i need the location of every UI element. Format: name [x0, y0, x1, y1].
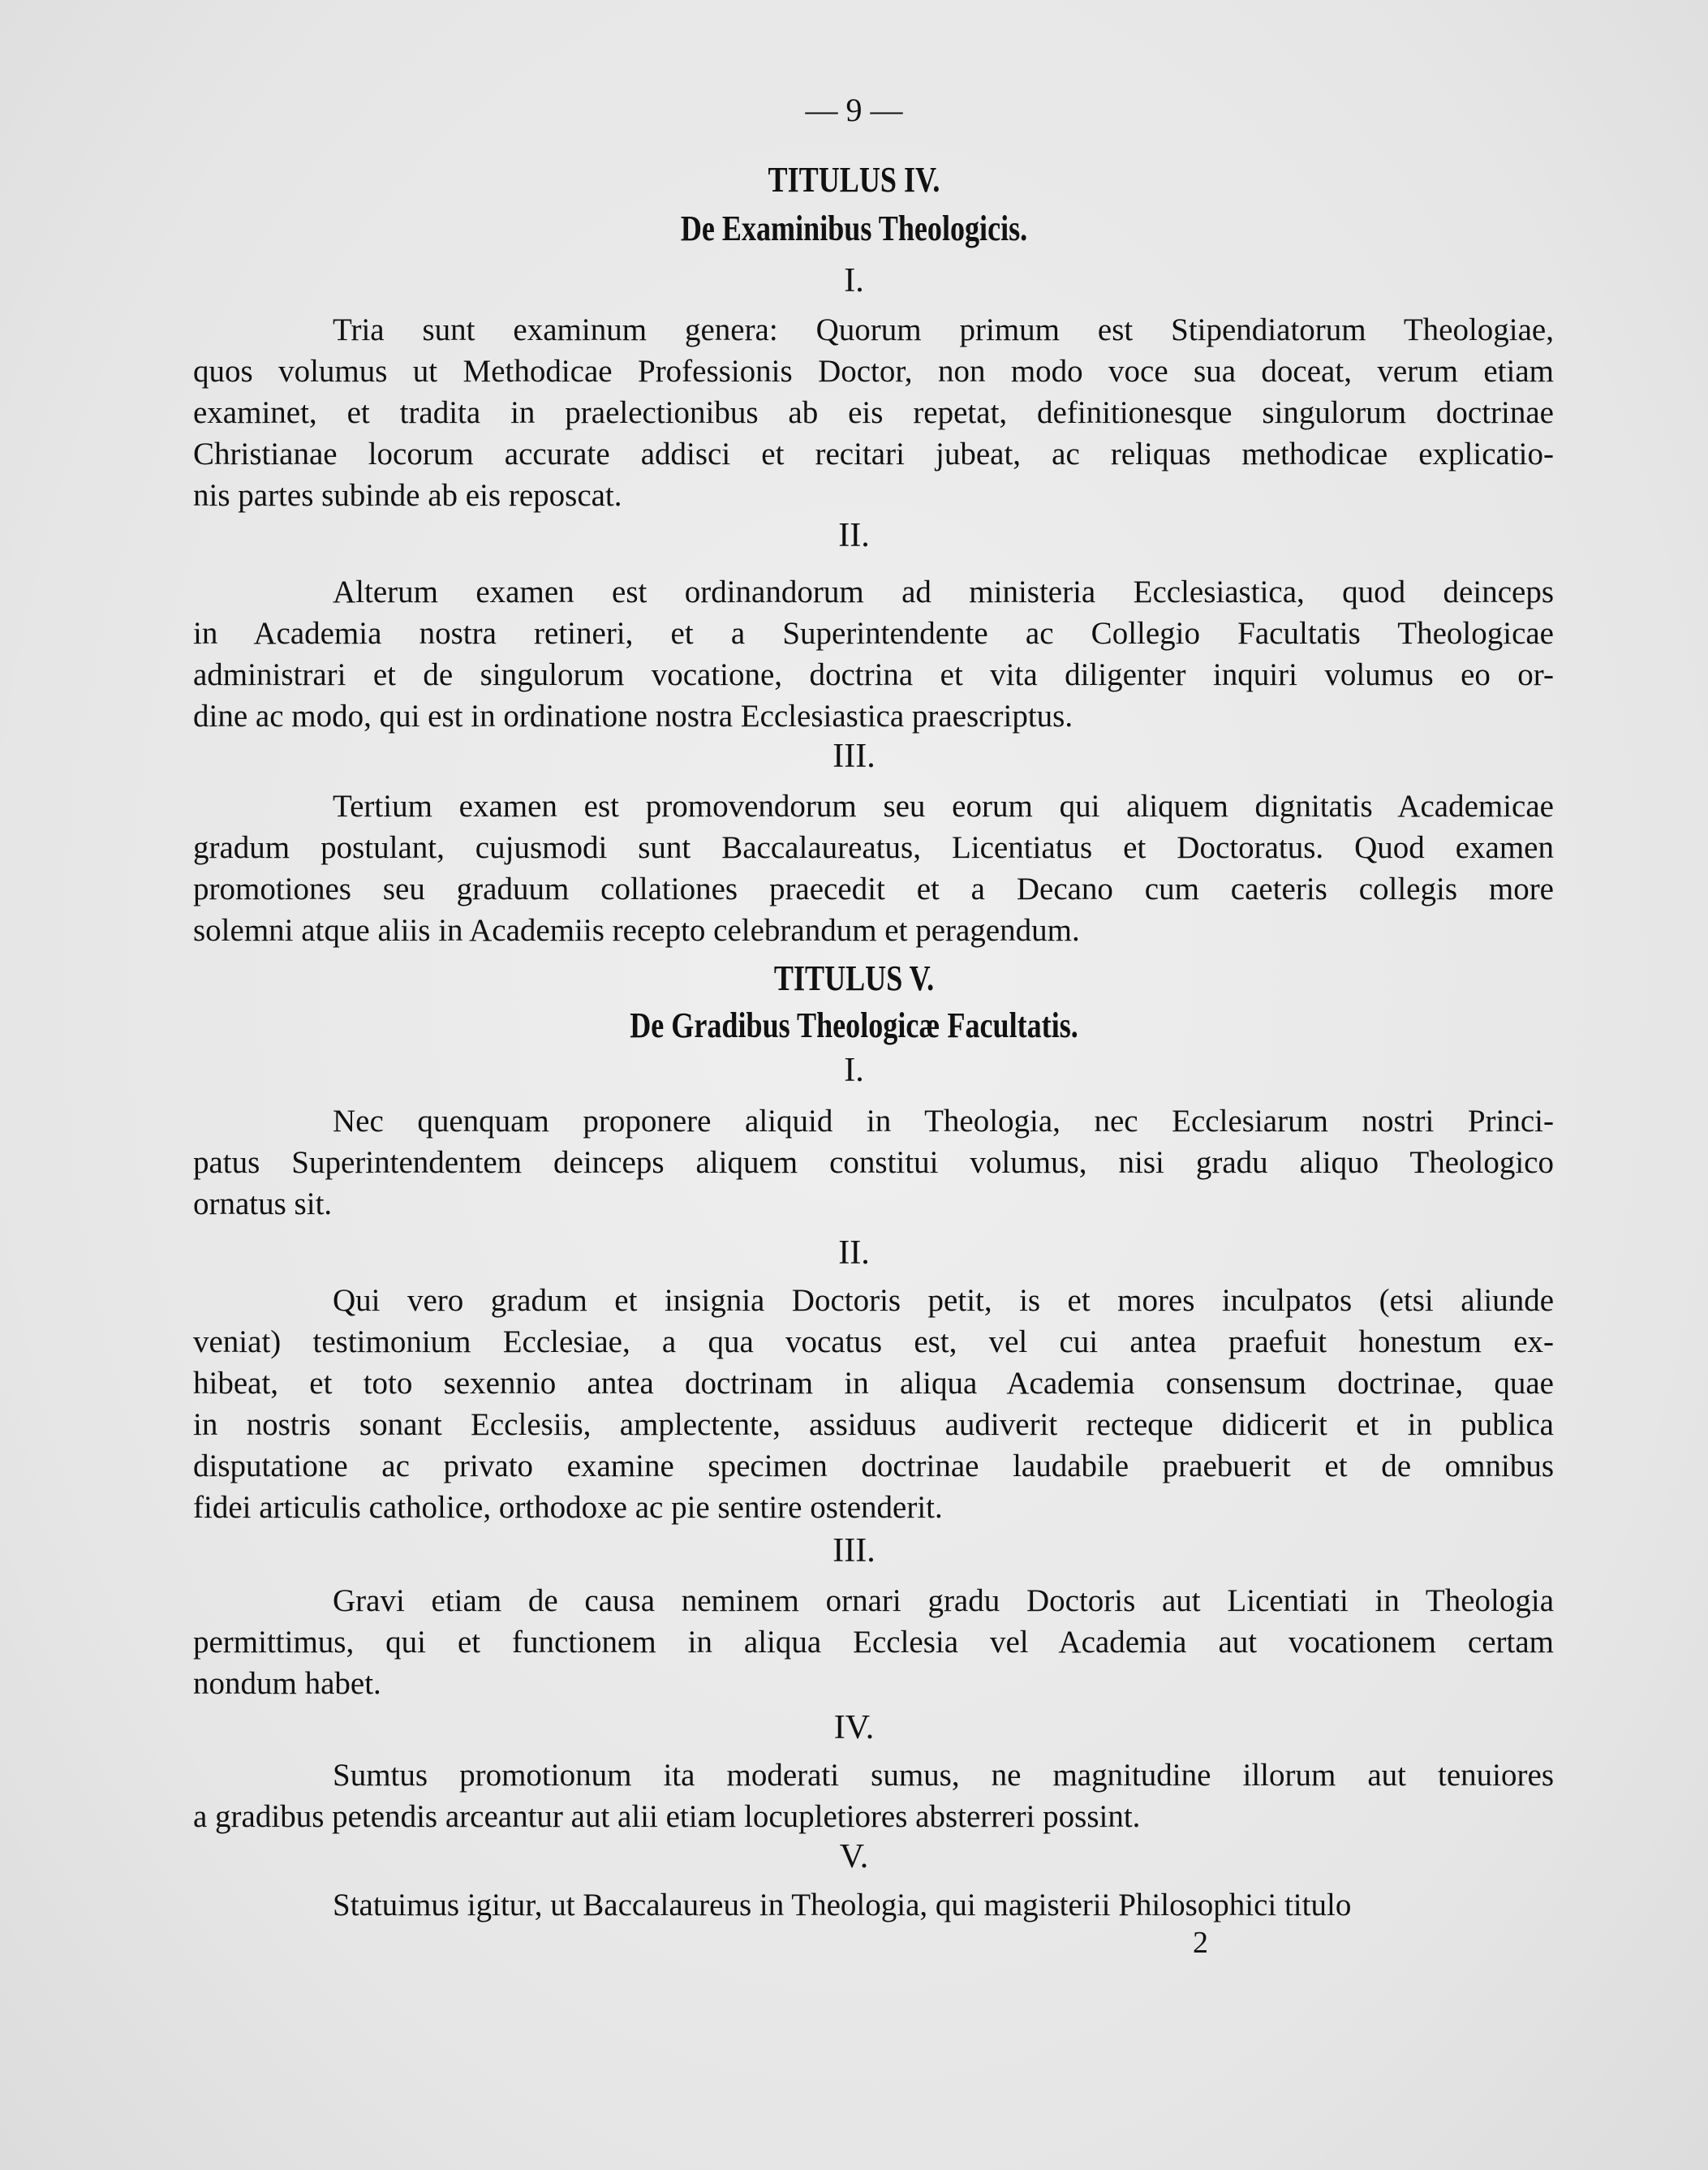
titulus-iv-subtitle: De Examinibus Theologicis.: [680, 209, 1028, 248]
titulus-iv-heading: TITULUS IV.: [768, 160, 940, 200]
text-line: fidei articulis catholice, orthodoxe ac pie sentire ostenderit.: [193, 1490, 943, 1525]
text-line: a gradibus petendis arceantur aut alii etiam locupletiores absterreri possint.: [193, 1799, 1141, 1834]
text-line: permittimus, qui et functionem in aliqua Ecclesia vel Academia aut vocationem certam: [193, 1625, 1554, 1660]
article-numeral: I.: [844, 1052, 864, 1089]
text-line: Nec quenquam proponere aliquid in Theologia, nec Ecclesiarum nostri Princi-: [333, 1104, 1554, 1139]
text-line: Gravi etiam de causa neminem ornari gradu Doctoris aut Licentiati in Theologia: [333, 1583, 1554, 1618]
article-numeral: II.: [838, 1234, 870, 1272]
article-paragraph: [193, 1755, 1554, 1837]
article-numeral: II.: [838, 517, 870, 554]
text-line: quos volumus ut Methodicae Professionis Doctor, non modo voce sua doceat, verum etiam: [193, 354, 1554, 389]
text-line: examinet, et tradita in praelectionibus ab eis repetat, definitionesque singulorum doctrinae: [193, 395, 1554, 430]
signature-mark: 2: [1193, 1926, 1208, 1960]
article-paragraph: [193, 571, 1554, 737]
text-line: veniat) testimonium Ecclesiae, a qua vocatus est, vel cui antea praefuit honestum ex-: [193, 1324, 1554, 1359]
article-paragraph: [193, 1100, 1554, 1225]
text-line: nondum habet.: [193, 1666, 381, 1701]
text-line: in Academia nostra retineri, et a Superintendente ac Collegio Facultatis Theologicae: [193, 616, 1554, 651]
article-numeral: III.: [832, 738, 876, 775]
text-line: disputatione ac privato examine specimen doctrinae laudabile praebuerit et de omnibus: [193, 1449, 1554, 1483]
article-paragraph: [193, 1884, 1554, 1926]
text-line: dine ac modo, qui est in ordinatione nostra Ecclesiastica praescriptus.: [193, 699, 1073, 734]
article-numeral: V.: [839, 1838, 869, 1875]
article-paragraph: [193, 1580, 1554, 1704]
titulus-v-heading: TITULUS V.: [773, 958, 935, 998]
text-line: hibeat, et toto sexennio antea doctrinam in aliqua Academia consensum doctrinae, quae: [193, 1366, 1554, 1401]
text-line: gradum postulant, cujusmodi sunt Baccalaureatus, Licentiatus et Doctoratus. Quod examen: [193, 830, 1554, 865]
text-line: Tertium examen est promovendorum seu eorum qui aliquem dignitatis Academicae: [333, 789, 1554, 824]
article-paragraph: [193, 786, 1554, 951]
text-line: nis partes subinde ab eis reposcat.: [193, 478, 622, 513]
text-line: solemni atque aliis in Academiis recepto celebrandum et peragendum.: [193, 913, 1080, 948]
text-line: administrari et de singulorum vocatione, doctrina et vita diligenter inquiri volumus eo or-: [193, 657, 1554, 692]
text-line: Tria sunt examinum genera: Quorum primum est Stipendiatorum Theologiae,: [333, 312, 1554, 347]
article-numeral: III.: [832, 1532, 876, 1569]
titulus-v-subtitle: De Gradibus Theologicæ Facultatis.: [630, 1005, 1078, 1045]
text-line: promotiones seu graduum collationes praecedit et a Decano cum caeteris collegis more: [193, 872, 1554, 906]
article-numeral: IV.: [833, 1709, 875, 1746]
text-line: Qui vero gradum et insignia Doctoris petit, is et mores inculpatos (etsi aliunde: [333, 1283, 1554, 1318]
text-line: Christianae locorum accurate addisci et recitari jubeat, ac reliquas methodicae explicatio-: [193, 437, 1554, 471]
text-line: in nostris sonant Ecclesiis, amplectente, assiduus audiverit recteque didicerit et in publica: [193, 1407, 1554, 1442]
text-line: ornatus sit.: [193, 1186, 333, 1221]
article-paragraph: [193, 309, 1554, 516]
text-line: patus Superintendentem deinceps aliquem constitui volumus, nisi gradu aliquo Theologico: [193, 1145, 1554, 1180]
text-line: Alterum examen est ordinandorum ad ministeria Ecclesiastica, quod deinceps: [333, 575, 1554, 609]
text-line: Statuimus igitur, ut Baccalaureus in Theologia, qui magisterii Philosophici titulo: [333, 1888, 1352, 1922]
text-line: Sumtus promotionum ita moderati sumus, ne magnitudine illorum aut tenuiores: [333, 1758, 1554, 1793]
page-number: — 9 —: [805, 92, 903, 128]
article-paragraph: [193, 1280, 1554, 1528]
article-numeral: I.: [844, 262, 864, 299]
